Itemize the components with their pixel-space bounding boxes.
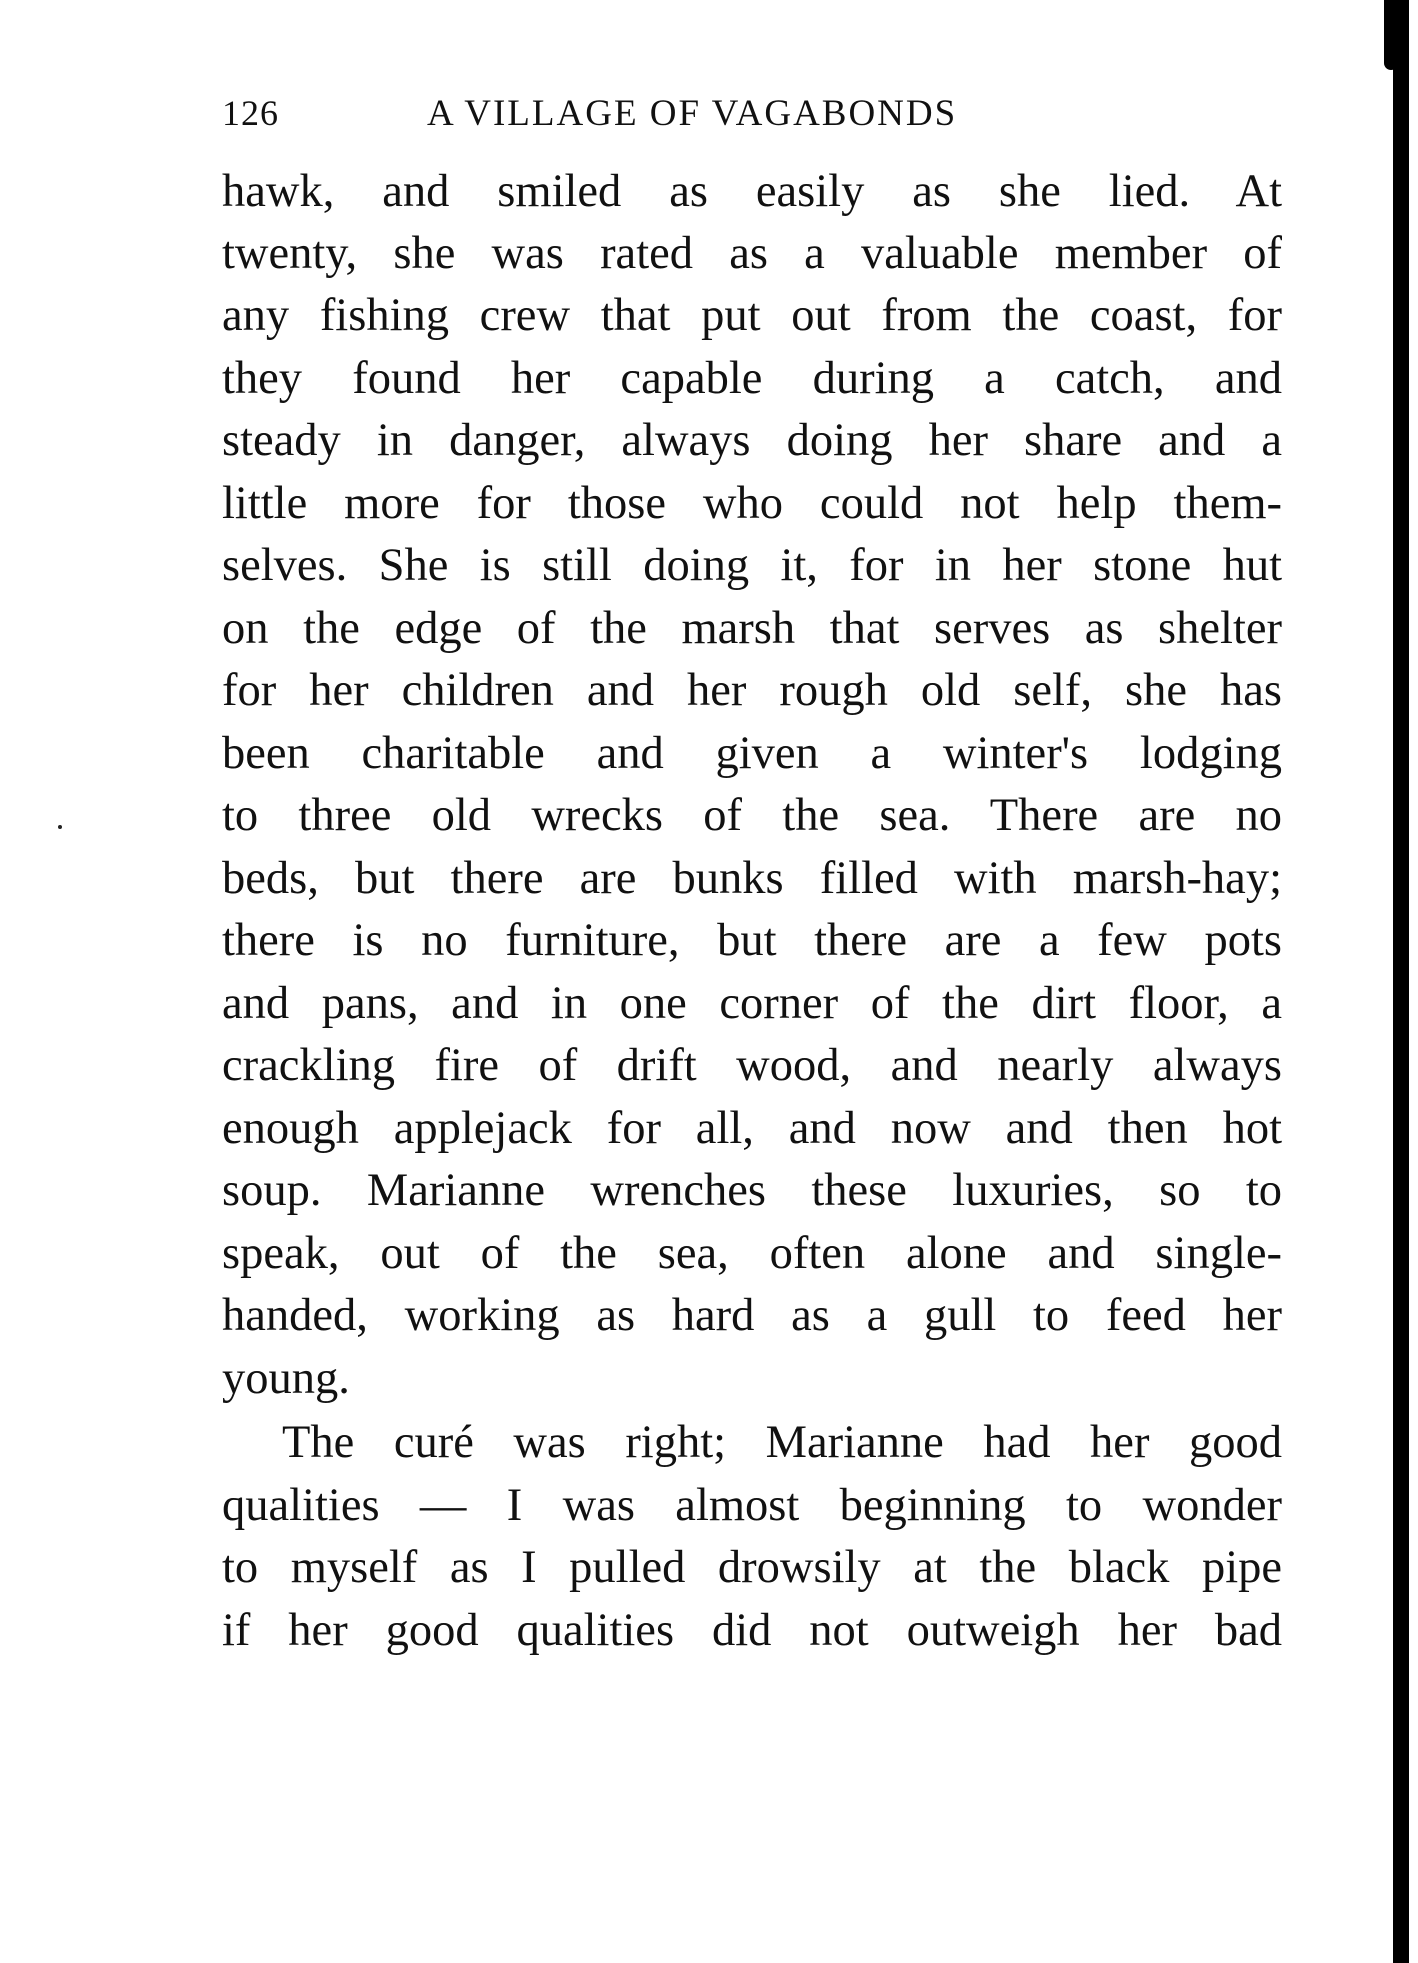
text-line: on the edge of the marsh that serves as shelter [222, 603, 1282, 654]
text-line: if her good qualities did not outweigh her bad [222, 1605, 1282, 1656]
text-line: speak, out of the sea, often alone and single- [222, 1228, 1282, 1279]
text-line: they found her capable during a catch, and [222, 353, 1282, 404]
text-line: any fishing crew that put out from the coast, for [222, 290, 1282, 341]
text-line: enough applejack for all, and now and then hot [222, 1103, 1282, 1154]
text-line: to myself as I pulled drowsily at the black pipe [222, 1542, 1282, 1593]
text-line: been charitable and given a winter's lodging [222, 728, 1282, 779]
text-line: for her children and her rough old self, she has [222, 665, 1282, 716]
page-edge-shadow [1393, 0, 1409, 1963]
page-header [222, 92, 1282, 142]
page-number: 126 [222, 93, 279, 133]
text-line: to three old wrecks of the sea. There are no [222, 790, 1282, 841]
text-line: there is no furniture, but there are a few pots [222, 915, 1282, 966]
text-line: beds, but there are bunks filled with marsh-hay; [222, 853, 1282, 904]
scan-speck [58, 825, 62, 829]
text-line: crackling fire of drift wood, and nearly always [222, 1040, 1282, 1091]
text-line: handed, working as hard as a gull to feed her [222, 1290, 1282, 1341]
text-line: The curé was right; Marianne had her good [282, 1417, 1282, 1468]
text-line: selves. She is still doing it, for in her stone hut [222, 540, 1282, 591]
text-line: soup. Marianne wrenches these luxuries, so to [222, 1165, 1282, 1216]
running-title: A VILLAGE OF VAGABONDS [427, 93, 958, 134]
text-line: twenty, she was rated as a valuable member of [222, 228, 1282, 279]
text-line: qualities — I was almost beginning to wonder [222, 1480, 1282, 1531]
text-line: hawk, and smiled as easily as she lied. At [222, 166, 1282, 217]
text-line: and pans, and in one corner of the dirt floor, a [222, 978, 1282, 1029]
text-line: little more for those who could not help them- [222, 478, 1282, 529]
text-line: steady in danger, always doing her share and a [222, 415, 1282, 466]
text-line: young. [222, 1353, 350, 1404]
